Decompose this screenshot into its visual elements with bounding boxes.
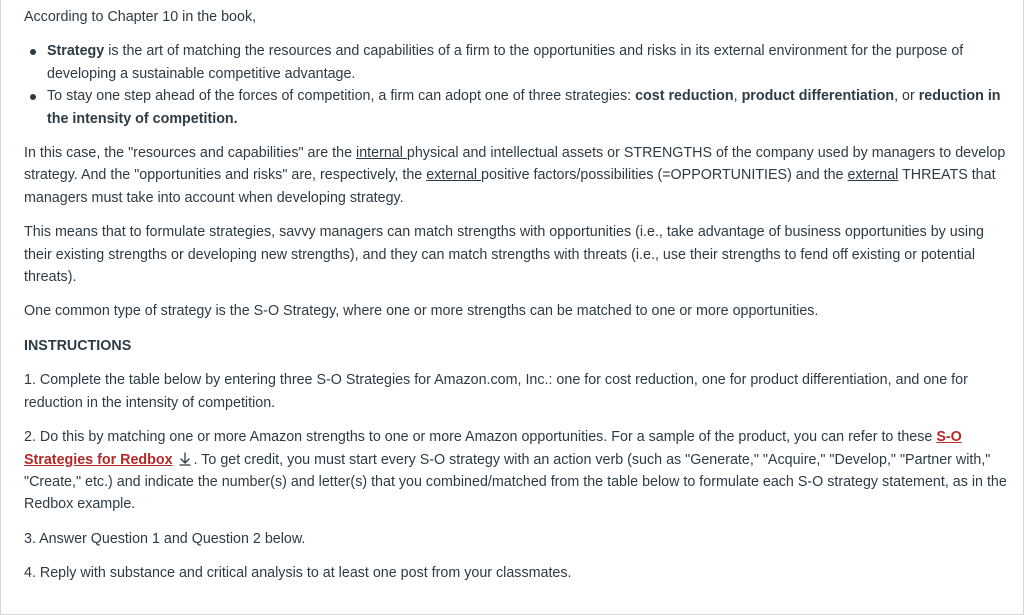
strategy-bullets — [24, 40, 1009, 130]
step2-text-post: . To get credit, you must start every S-O strategy with an action verb (such as "Generate," "Acquire," "Develop," "Partner with," "Create," etc.) and indicate the number(s) and letter(s) that you combined/matched from the table below to formulate each S-O strategy statement, as in the Redbox example. — [24, 451, 1007, 513]
instruction-step-4: 4. Reply with substance and critical analysis to at least one post from your classmates. — [24, 565, 572, 582]
external-underlined-2: external — [847, 167, 899, 184]
assignment-content — [24, 6, 1009, 597]
para1-text-4: THREATS that managers must take into account when developing strategy. — [24, 167, 996, 206]
para1-text-1: In this case, the "resources and capabilities" are the — [24, 145, 357, 162]
bullet-three-strategies — [47, 85, 1009, 130]
so-strategies-redbox-link[interactable]: S-O Strategies for Redbox — [24, 429, 962, 468]
instruction-step-3: 3. Answer Question 1 and Question 2 below. — [24, 530, 306, 547]
instructions-heading: INSTRUCTIONS — [24, 337, 132, 354]
resources-paragraph — [24, 142, 1009, 209]
bullet-sep-1: , — [733, 88, 742, 105]
external-underlined-1: external — [426, 167, 482, 184]
bullet-strategy-text: is the art of matching the resources and capabilities of a firm to the opportunities and risks in its external environment for the purpose of developing a sustainable competitive advantage. — [47, 43, 964, 82]
bullet-sep-2: , or — [894, 88, 919, 105]
matching-paragraph: This means that to formulate strategies, savvy managers can match strengths with opportunities (i.e., take advantage of business opportunities by using their existing strengths or developing new strengths), and they can match strengths with threats (i.e., use their strengths to fend off existing or potential threats). — [24, 224, 984, 286]
strategy-cost-reduction: cost reduction — [635, 88, 734, 105]
instruction-step-1: 1. Complete the table below by entering three S-O Strategies for Amazon.com, Inc.: one for cost reduction, one for product differentiation, and one for reduction in the intensity of competition. — [24, 372, 968, 411]
strategy-product-differentiation: product differentiation — [741, 88, 895, 105]
so-strategy-paragraph: One common type of strategy is the S-O Strategy, where one or more strengths can be matched to one or more opportunities. — [24, 303, 819, 320]
bullet-three-pre: To stay one step ahead of the forces of competition, a firm can adopt one of three strategies: — [47, 88, 636, 105]
strategy-reduction-intensity: reduction in the intensity of competition. — [47, 88, 1001, 127]
para1-text-3: positive factors/possibilities (=OPPORTUNITIES) and the — [481, 167, 848, 184]
download-icon[interactable] — [178, 452, 192, 466]
internal-underlined: internal — [356, 145, 407, 162]
bullet-strategy-definition — [47, 40, 1009, 85]
step2-text-pre: 2. Do this by matching one or more Amazon strengths to one or more Amazon opportunities. For a sample of the product, you can refer to these — [24, 429, 937, 446]
instruction-step-2 — [24, 426, 1009, 516]
intro-text: According to Chapter 10 in the book, — [24, 9, 257, 25]
bullet-strategy-term: Strategy — [47, 43, 105, 60]
para1-text-2: physical and intellectual assets or STRENGTHS of the company used by managers to develop strategy. And the "opportunities and risks" are, respectively, the — [24, 145, 1006, 184]
